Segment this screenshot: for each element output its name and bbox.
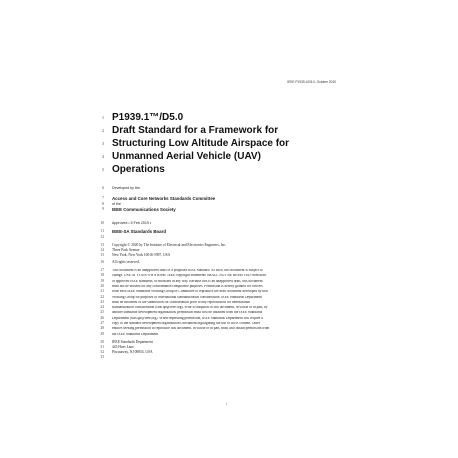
line-number: 25 [100,310,104,315]
committee-name: Access and Core Networks Standards Committee [112,196,216,201]
body-line: from each IEEE Standards Working Group or Committee to reproduce the draft document developed by that [112,290,268,294]
copyright-line: All rights reserved. [112,260,140,264]
body-line: must not be utilized for any conformance/compliance purposes. Permission is hereby granted for officers [112,284,263,288]
body-line: change. USE AT YOUR OWN RISK! IEEE copyright statements SHALL NOT BE REMOVED from draft [112,274,267,278]
line-number: 13 [100,243,104,247]
line-number: 32 [100,350,104,354]
address-line: Piscataway, NJ 08854, USA [112,350,153,354]
body-line: must be informed of the submission for consideration prior to any reproduction for international [112,300,251,304]
line-number: 2 [102,128,104,133]
line-number: 10 [100,221,104,225]
line-number: 15 [100,253,104,257]
line-number: 1 [102,115,104,120]
line-number: 14 [100,248,104,252]
line-number: 26 [100,315,104,320]
line-number: 12 [100,234,104,239]
line-number: 21 [100,289,104,294]
header-reference: IEEE P1939.1/D5.0, October 2020 [287,80,336,84]
line-number: 5 [102,167,104,172]
approval-date: Approved • 5 Feb 2019 • [112,221,152,225]
society-name: IEEE Communications Society [112,206,176,212]
developed-by-text: Developed by the [112,186,140,190]
line-number: 28 [100,326,104,331]
line-number: 4 [102,154,104,159]
line-number: 29 [100,331,104,336]
copyright-line: Three Park Avenue [112,248,140,252]
address-line: 445 Hoes Lane [112,345,134,349]
line-number: 17 [100,268,104,272]
line-number: 31 [100,345,104,349]
standards-board: IEEE-SA Standards Board [112,228,166,234]
title-line: Draft Standard for a Framework for [112,125,279,136]
line-number: 22 [100,294,104,299]
line-number: 19 [100,278,104,283]
body-line: This document is an unapproved draft of a proposed IEEE Standard. As such, this document is subject to [112,269,263,272]
line-number: 9 [102,206,104,211]
page-number: i [226,402,227,406]
committee-of: of the [112,201,121,206]
line-number: 7 [102,196,104,200]
title-line: P1939.1™/D5.0 [112,112,184,123]
line-number: 30 [100,340,104,344]
line-number: 16 [100,260,104,264]
title-line: Structuring Low Altitude Airspace for [112,138,290,149]
line-number: 11 [100,228,104,233]
body-line: the IEEE Standards Department. [112,332,159,336]
line-number: 6 [102,186,104,190]
body-line: standardization consideration (stds.ipr@ieee.org). Prior to adoption of this document, in whole or in part, by [112,306,268,310]
address-line: IEEE Standards Department [112,340,153,344]
copyright-line: Copyright © 2020 by The Institute of Electrical and Electronics Engineers, Inc. [112,243,227,247]
title-line: Operations [112,164,165,175]
line-number: 23 [100,299,104,304]
title-line: Unmanned Aerial Vehicle (UAV) [112,151,261,162]
body-line: or approved IEEE standards, or modified in any way. Because this is an unapproved draft, this document [112,279,263,283]
line-number: 20 [100,283,104,288]
body-line: another standards development organization, permission must first be obtained from the IEEE Standards [112,311,263,315]
body-line: entities seeking permission to reproduce this document, in whole or in part, must also obtain permission from [112,327,270,331]
line-number: 24 [100,305,104,310]
copyright-line: New York, New York 10016-5997, USA [112,253,171,257]
body-line: Department (stds.ipr@ieee.org). When requesting permission, IEEE Standards Department will require a [112,316,263,320]
body-line: Working Group for purposes of international standardization consideration. IEEE Standards Department [112,295,262,299]
line-number: 8 [102,201,104,206]
line-number: 27 [100,321,104,325]
line-number: 18 [100,273,104,278]
line-number: 3 [102,141,104,146]
line-number: 33 [100,355,104,359]
body-line: copy of the standard development organization's document highlighting the use of IEEE content. Other [112,322,261,325]
